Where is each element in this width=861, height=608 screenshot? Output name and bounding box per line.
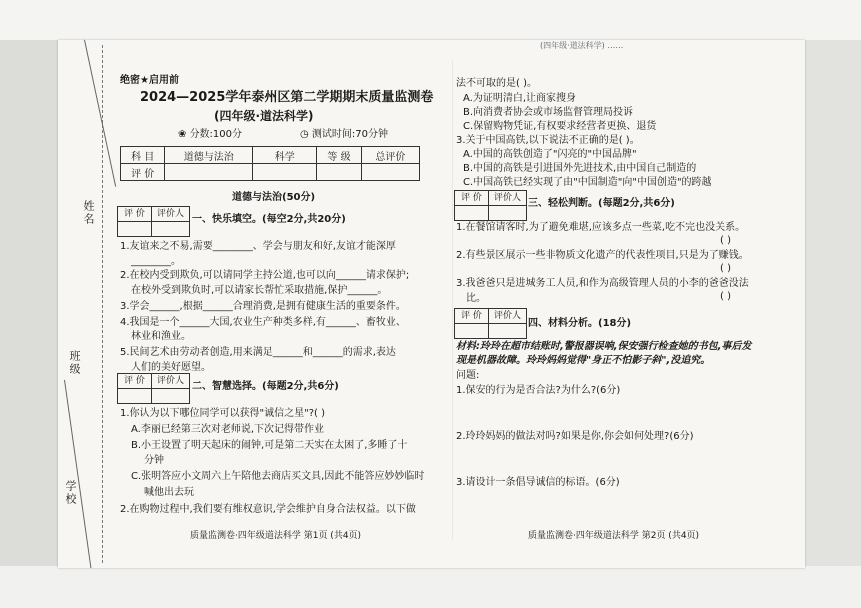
table-header: 科学 <box>253 147 317 164</box>
question-line: B.中国的高铁是引进国外先进技术,由中国自己制造的 <box>463 163 697 174</box>
eval-label: 评价人 <box>488 190 527 206</box>
eval-blank <box>117 221 152 237</box>
eval-blank <box>454 205 489 221</box>
eval-box <box>118 374 190 404</box>
question-line: 4.我国是一个______大国,农业生产种类多样,有______、畜牧业、 <box>120 317 406 328</box>
eval-box <box>118 207 190 237</box>
question-line: 2.有些景区展示一些非物质文化遗产的代表性项目,只是为了赚钱。 <box>456 250 749 261</box>
photo-background-left <box>0 40 58 568</box>
question-line: 2.玲玲妈妈的做法对吗?如果是你,你会如何处理?(6分) <box>456 431 694 442</box>
question-line: 在校外受到欺负时,可以请家长帮忙采取措施,保护______。 <box>131 285 388 296</box>
question-line: 3.我爸爸只是进城务工人员,和作为高级管理人员的小李的爸爸没法 <box>456 278 749 289</box>
question-line: 1.在餐馆请客时,为了避免难堪,应该多点一些菜,吃不完也没关系。 <box>456 222 746 233</box>
top-strip-text: (四年级·道法科学) …… <box>540 41 624 50</box>
question-line: 1.你认为以下哪位同学可以获得"诚信之星"?( ) <box>120 408 326 419</box>
eval-label: 评 价 <box>454 308 489 324</box>
question-line: B.小王设置了明天起床的闹钟,可是第二天实在太困了,多睡了十 <box>131 440 408 451</box>
question-line: B.向消费者协会或市场监督管理局投诉 <box>463 107 634 118</box>
question-line: 林业和渔业。 <box>131 331 191 342</box>
eval-blank <box>151 221 190 237</box>
material-text: 现是机器故障。玲玲妈妈觉得"身正不怕影子斜",没追究。 <box>456 355 711 366</box>
question-line: A.李丽已经第三次对老师说,下次记得带作业 <box>131 424 325 435</box>
school-label: 学校 <box>64 480 77 506</box>
table-header: 总评价 <box>361 147 419 164</box>
question-line: 喊他出去玩 <box>144 487 194 498</box>
exam-title: 2024—2025学年泰州区第二学期期末质量监测卷 <box>140 90 434 105</box>
name-label: 姓名 <box>82 200 95 226</box>
score-table <box>120 146 420 181</box>
eval-blank <box>454 323 489 339</box>
question-line: 3.学会______,根据______合理消费,是拥有健康生活的重要条件。 <box>120 301 406 312</box>
section-heading: 道德与法治(50分) <box>232 192 316 203</box>
table-cell <box>165 164 253 181</box>
question-line: 法不可取的是( )。 <box>456 78 537 89</box>
clock-icon: ◷ <box>300 129 312 140</box>
table-header: 道德与法治 <box>165 147 253 164</box>
page-footer: 质量监测卷·四年级道法科学 第2页 (共4页) <box>528 531 700 541</box>
question-line: A.中国的高铁创造了"闪亮的"中国品牌" <box>463 149 637 160</box>
eval-label: 评 价 <box>454 190 489 206</box>
question-line: 1.友谊来之不易,需要________、学会与朋友和好,友谊才能深厚 <box>120 241 396 252</box>
question-line: 2.在购物过程中,我们要有维权意识,学会维护自身合法权益。以下做 <box>120 504 416 515</box>
photo-background-top <box>0 0 861 40</box>
table-header: 等 级 <box>317 147 361 164</box>
question-line: C.保留购物凭证,有权要求经营者更换、退货 <box>463 121 657 132</box>
eval-label: 评价人 <box>151 373 190 389</box>
question-line: 人们的美好愿望。 <box>131 362 211 373</box>
part4-title: 四、材料分析。(18分) <box>528 318 632 329</box>
question-line: ________。 <box>131 256 181 267</box>
part3-title: 三、轻松判断。(每题2分,共6分) <box>528 198 675 209</box>
photo-background-right <box>805 40 861 568</box>
question-line: 3.请设计一条倡导诚信的标语。(6分) <box>456 477 620 488</box>
eval-label: 评 价 <box>117 206 152 222</box>
eval-box <box>455 309 527 339</box>
table-cell <box>317 164 361 181</box>
eval-blank <box>488 323 527 339</box>
material-text: 材料:玲玲在超市结账时,警报器误响,保安强行检查她的书包,事后发 <box>456 341 752 352</box>
question-line: 3.关于中国高铁,以下说法不正确的是( )。 <box>456 135 640 146</box>
eval-label: 评价人 <box>488 308 527 324</box>
answer-blank: ( ) <box>720 291 731 302</box>
question-line: 2.在校内受到欺负,可以请同学主持公道,也可以向______请求保护; <box>120 270 410 281</box>
answer-blank: ( ) <box>720 263 731 274</box>
page-divider <box>452 60 453 540</box>
eval-box <box>455 191 527 221</box>
page-footer: 质量监测卷·四年级道法科学 第1页 (共4页) <box>190 531 362 541</box>
answer-blank: ( ) <box>720 235 731 246</box>
eval-label: 评价人 <box>151 206 190 222</box>
question-line: 分钟 <box>144 455 164 466</box>
eval-blank <box>117 388 152 404</box>
class-label: 班级 <box>68 350 81 376</box>
question-line: A.为证明清白,让商家搜身 <box>463 93 577 104</box>
eval-label: 评 价 <box>117 373 152 389</box>
eval-blank <box>151 388 190 404</box>
part2-title: 二、智慧选择。(每题2分,共6分) <box>192 381 339 392</box>
table-cell <box>361 164 419 181</box>
table-row-label: 评 价 <box>121 164 165 181</box>
score-info: ❀ 分数:100分 <box>178 129 243 140</box>
question-line: 5.民间艺术由劳动者创造,用来满足______和______的需求,表达 <box>120 347 396 358</box>
time-info: ◷ 测试时间:70分钟 <box>300 129 388 140</box>
eval-blank <box>488 205 527 221</box>
question-line: 1.保安的行为是否合法?为什么?(6分) <box>456 385 621 396</box>
table-cell <box>253 164 317 181</box>
table-header: 科 目 <box>121 147 165 164</box>
material-text: 问题: <box>456 370 480 381</box>
question-line: 比。 <box>466 293 486 304</box>
flower-icon: ❀ <box>178 129 190 140</box>
question-line: C.中国高铁已经实现了由"中国制造"向"中国创造"的跨越 <box>463 177 712 188</box>
exam-subtitle: (四年级·道法科学) <box>214 109 314 123</box>
secret-mark: 绝密★启用前 <box>120 75 179 86</box>
question-line: C.张明答应小文周六上午陪他去商店买文具,因此不能答应妙妙临时 <box>131 471 425 482</box>
photo-background-bottom <box>0 566 861 608</box>
part1-title: 一、快乐填空。(每空2分,共20分) <box>192 214 346 225</box>
